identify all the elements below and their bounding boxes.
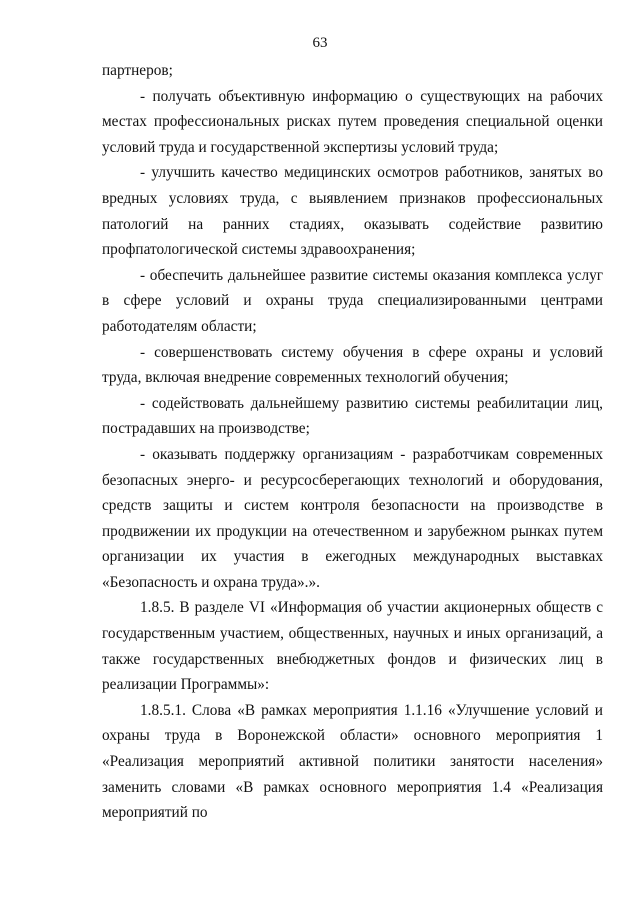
paragraph-section-1-8-5: 1.8.5. В разделе VI «Информация об участии акционерных обществ с государственным участием, общественных, научных и иных организаций, а также государственных внебюджетных фондов и физических лиц в реализации Программы»: bbox=[102, 599, 603, 694]
paragraph-section-1-8-5-1: 1.8.5.1. Слова «В рамках мероприятия 1.1.16 «Улучшение условий и охраны труда в Воронежской области» основного мероприятия 1 «Реализация мероприятий активной политики занятости населения» заменить словами «В рамках основного мероприятия 1.4 «Реализация мероприятий по bbox=[102, 701, 603, 822]
paragraph-developer-support: - оказывать поддержку организациям - разработчикам современных безопасных энерго- и ресурсосберегающих технологий и оборудования, средств защиты и систем контроля безопасности на производстве в продвижении их продукции на отечественном и зарубежном рынках путем организации их участия в ежегодных международных выставках «Безопасность и охрана труда».». bbox=[102, 445, 603, 591]
document-body bbox=[102, 58, 603, 826]
paragraph-medical-examinations: - улучшить качество медицинских осмотров работников, занятых во вредных условиях труда, с выявлением признаков профессиональных патологий на ранних стадиях, оказывать содействие развитию профпатологической системы здравоохранения; bbox=[102, 164, 603, 259]
paragraph-rehabilitation: - содействовать дальнейшему развитию системы реабилитации лиц, пострадавших на производстве; bbox=[102, 394, 603, 438]
paragraph-training-system: - совершенствовать систему обучения в сфере охраны и условий труда, включая внедрение современных технологий обучения; bbox=[102, 343, 603, 387]
paragraph-objective-information: - получать объективную информацию о существующих на рабочих местах профессиональных рисках путем проведения специальной оценки условий труда и государственной экспертизы условий труда; bbox=[102, 87, 603, 156]
paragraph-continuation: партнеров; bbox=[102, 62, 173, 79]
paragraph-services-development: - обеспечить дальнейшее развитие системы оказания комплекса услуг в сфере условий и охраны труда специализированными центрами работодателям области; bbox=[102, 266, 603, 335]
page-number: 63 bbox=[312, 35, 328, 51]
